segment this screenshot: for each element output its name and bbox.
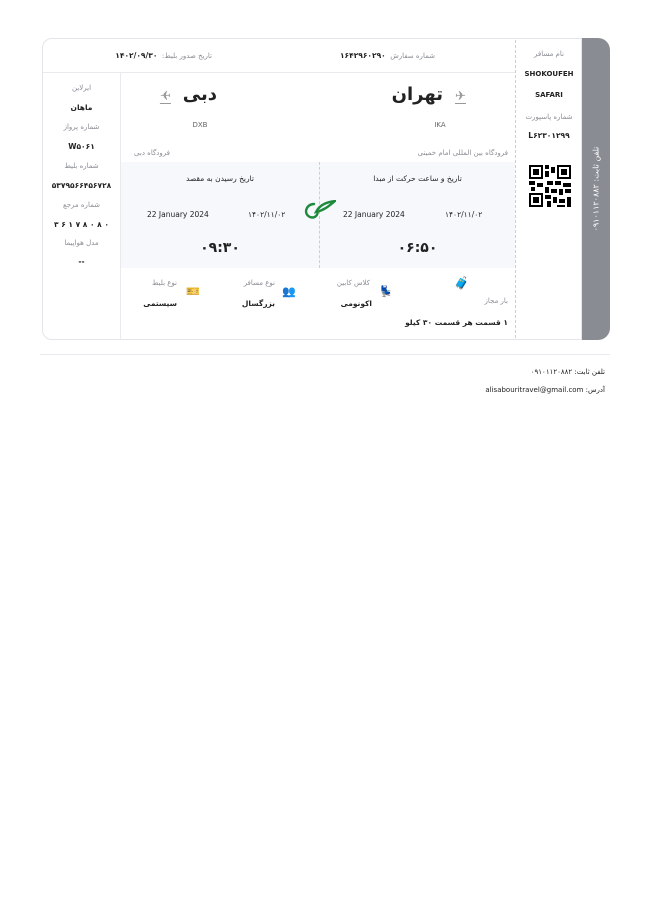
side-strip	[582, 38, 610, 340]
ticket-type-icon: 🎫	[186, 285, 200, 298]
passenger-type-label: نوع مسافر	[243, 279, 275, 287]
arrival-date-fa: ۱۴۰۲/۱۱/۰۲	[248, 210, 286, 219]
landing-icon: ✈	[160, 89, 171, 104]
divider	[40, 354, 610, 355]
issue-date-label: تاریخ صدور بلیط:	[161, 52, 212, 60]
side-strip-phone: تلفن ثابت: ۰۹۱۰۱۱۲۰۸۸۲	[591, 146, 601, 232]
departure-time: ۰۶:۵۰	[397, 240, 438, 256]
arrival-title: تاریخ رسیدن به مقصد	[185, 174, 255, 183]
aircraft-model-label: مدل هواپیما	[64, 239, 99, 247]
destination-code: DXB	[192, 121, 208, 129]
order-number	[330, 51, 435, 60]
arrival-date-en: 22 January 2024	[147, 210, 209, 219]
passenger-type-icon: 👥	[282, 285, 296, 298]
origin-city: تهران	[391, 84, 443, 105]
destination-airport: فرودگاه دبی	[134, 149, 170, 157]
passenger-last-name: SAFARI	[535, 91, 563, 99]
departure-date-fa: ۱۴۰۲/۱۱/۰۲	[445, 210, 483, 219]
arrival-time: ۰۹:۳۰	[200, 240, 240, 256]
flight-info	[43, 85, 120, 266]
footer-address	[420, 386, 605, 394]
baggage-label: بار مجاز	[484, 297, 508, 305]
destination-city: دبی	[182, 84, 217, 105]
baggage-value: ۱ قسمت هر قسمت ۳۰ کیلو	[405, 318, 508, 327]
passenger-info	[516, 50, 582, 140]
order-label: شماره سفارش	[390, 52, 435, 60]
passport-value: L۶۲۳۰۱۲۹۹	[528, 131, 570, 140]
ticket-type-value: سیستمی	[143, 299, 177, 308]
phone-value: ۰۹۱۰۱۱۲۰۸۸۲	[530, 368, 573, 376]
divider	[43, 72, 515, 73]
aircraft-model-value: --	[78, 257, 85, 266]
flight-number-label: شماره پرواز	[63, 122, 100, 131]
issue-date	[100, 51, 212, 60]
ticket-number-value: ۵۳۷۹۵۶۶۴۵۶۷۲۸	[51, 181, 112, 190]
origin-code: IKA	[434, 121, 446, 129]
reference-value: ۳ ۶ ۱ ۷ ۸ ۰ ۸ ۰	[54, 219, 109, 229]
baggage-icon: 🧳	[454, 276, 469, 290]
cabin-label: کلاس کابین	[336, 279, 370, 287]
flight-number-value: W۵۰۶۱	[68, 141, 95, 151]
airline-logo	[302, 200, 336, 220]
order-value: ۱۶۴۲۹۶۰۲۹۰	[339, 51, 386, 60]
ticket-type-label: نوع بلیط	[152, 279, 177, 287]
phone-label: تلفن ثابت:	[574, 368, 605, 376]
qr-code-icon	[529, 165, 571, 207]
cabin-seat-icon: 💺	[379, 285, 393, 298]
footer-phone	[420, 368, 605, 376]
ticket-number-label: شماره بلیط	[64, 162, 99, 170]
passenger-type-value: بزرگسال	[241, 299, 275, 308]
departure-date-en: 22 January 2024	[343, 210, 405, 219]
reference-label: شماره مرجع	[63, 200, 100, 209]
passenger-first-name: SHOKOUFEH	[524, 70, 574, 78]
airline-label: ایرلاین	[71, 84, 92, 92]
takeoff-icon: ✈	[455, 89, 466, 104]
cabin-value: اکونومی	[340, 299, 372, 308]
address-label: آدرس:	[585, 386, 605, 394]
passenger-name-label: نام مسافر	[534, 50, 564, 58]
issue-date-value: ۱۴۰۲/۰۹/۳۰	[115, 51, 158, 60]
origin-airport: فرودگاه بین المللی امام خمینی	[417, 149, 508, 157]
address-value: alisabouritravel@gmail.com	[485, 386, 584, 394]
departure-title: تاریخ و ساعت حرکت از مبدا	[373, 174, 462, 183]
passport-label: شماره پاسپورت	[525, 113, 573, 121]
airline-value: ماهان	[70, 103, 93, 112]
